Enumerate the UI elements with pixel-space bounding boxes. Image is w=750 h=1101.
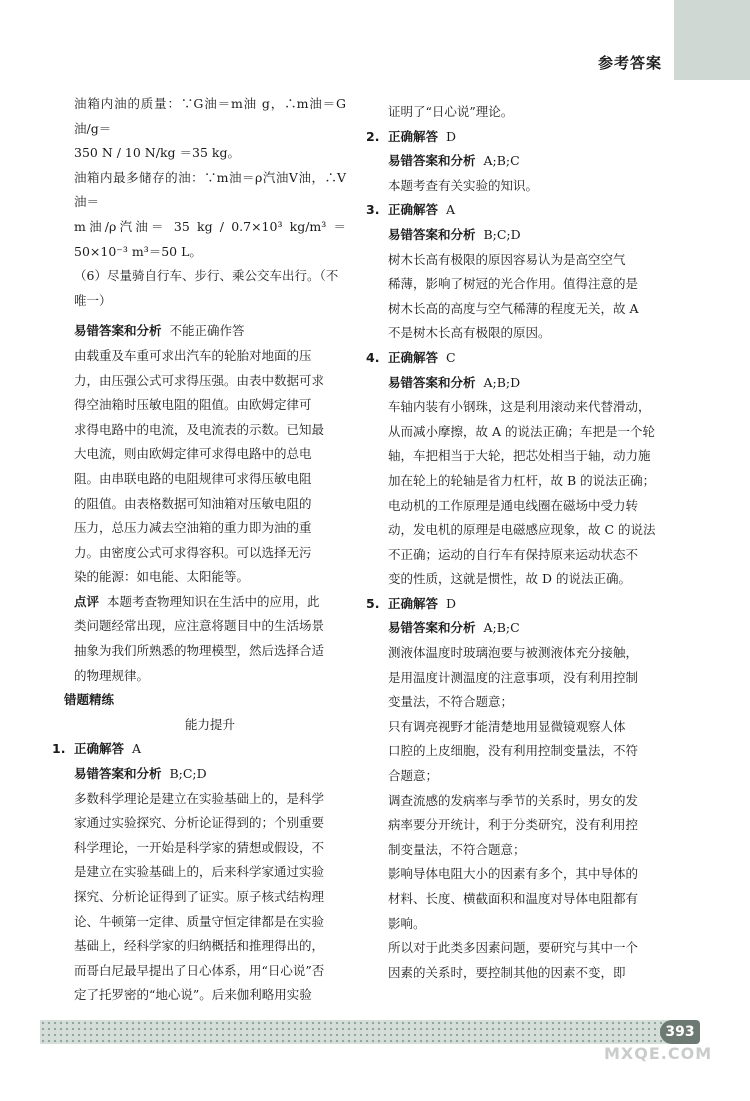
text-line: 变量法，不符合题意； <box>388 694 514 710</box>
question-header <box>52 737 346 762</box>
wrong-label: 易错答案和分析 <box>388 226 476 242</box>
wrong-answer <box>388 223 660 248</box>
text-line: 从而减小摩擦，故 A 的说法正确；车把是一个轮 <box>388 423 655 439</box>
text-line: 得空油箱时压敏电阻的阻值。由欧姆定律可 <box>74 397 312 413</box>
text-line: 家通过实验探究、分析论证得到的；个别重要 <box>74 815 325 831</box>
text-line: 轴，车把相当于大轮，把芯处相当于轴，动力施 <box>388 448 651 464</box>
text-line: 动，发电机的原理是电磁感应现象，故 C 的说法 <box>388 522 656 538</box>
text-line: 调查流感的发病率与季节的关系时，男女的发 <box>388 792 639 808</box>
text-line: 唯一） <box>74 292 112 308</box>
text-line: 影响导体电阻大小的因素有多个，其中导体的 <box>388 866 639 882</box>
text-line: 多数科学理论是建立在实验基础上的，是科学 <box>74 790 325 806</box>
text-line: m油/ρ汽油＝ 35 kg / 0.7×10³ kg/m³ ＝50×10⁻³ m³＝50 L。 <box>74 218 346 259</box>
correct-label: 正确解答 <box>388 128 439 144</box>
wrong-value: B;C;D <box>483 226 521 242</box>
text-line: 材料、长度、横截面积和温度对导体电阻都有 <box>388 891 639 906</box>
text-line: 只有调亮视野才能清楚地用显微镜观察人体 <box>388 718 626 734</box>
wrong-answer <box>388 371 660 396</box>
text-line: 压力，总压力减去空油箱的重力即为油的重 <box>74 520 312 536</box>
text-line: 是建立在实验基础上的，后来科学家通过实验 <box>74 864 325 880</box>
review-line: 本题考查物理知识在生活中的应用，此 <box>106 593 320 609</box>
question-number: 4. <box>366 349 380 365</box>
text-line: 350 N / 10 N/kg ＝35 kg。 <box>74 145 240 161</box>
text-line: 稀薄，影响了树冠的光合作用。值得注意的是 <box>388 276 639 292</box>
text-line: 力，由压强公式可求得压强。由表中数据可求 <box>74 372 325 388</box>
text-line: 类问题经常出现，应注意将题目中的生活场景 <box>74 618 325 634</box>
text-line: 是用温度计测温度的注意事项，没有利用控制 <box>388 669 639 685</box>
answer-analysis <box>74 319 346 344</box>
review <box>74 590 346 615</box>
text-line: 力。由密度公式可求得容积。可以选择无污 <box>74 544 312 560</box>
question-header <box>366 198 660 223</box>
text-line: 测液体温度时玻璃泡要与被测液体充分接触， <box>388 645 639 661</box>
question-header <box>366 592 660 617</box>
text-line: 因素的关系时，要控制其他的因素不变，即 <box>388 964 626 980</box>
text-line: 本题考查有关实验的知识。 <box>388 177 539 193</box>
answer-label: 易错答案和分析 <box>74 323 162 339</box>
correct-label: 正确解答 <box>74 741 125 757</box>
text-line: 油箱内油的质量：∵G油＝m油 g，∴m油＝G油/g＝ <box>74 96 346 136</box>
review-label: 点评 <box>74 593 100 609</box>
correct-label: 正确解答 <box>388 595 439 611</box>
page-number: 393 <box>660 1020 700 1044</box>
wrong-answer <box>74 762 346 787</box>
text-line: 的阻值。由表格数据可知油箱对压敏电阻的 <box>74 495 312 511</box>
text-line: 不正确；运动的自行车有保持原来运动状态不 <box>388 546 639 562</box>
question-header <box>366 346 660 371</box>
text-line: 病率要分开统计，利于分类研究，没有利用控 <box>388 817 639 833</box>
text-line: 阻。由串联电路的电阻规律可求得压敏电阻 <box>74 470 312 486</box>
text-line: 所以对于此类多因素问题，要研究与其中一个 <box>388 940 639 956</box>
question-number: 5. <box>366 595 380 611</box>
section-header: 参考答案 <box>598 54 663 72</box>
text-line: 大电流，则由欧姆定律可求得电路中的总电 <box>74 446 312 462</box>
left-column <box>52 92 346 1008</box>
wrong-label: 易错答案和分析 <box>388 374 476 390</box>
text-line: 制变量法，不符合题意； <box>388 841 526 857</box>
text-line: 的物理规律。 <box>74 667 150 683</box>
text-line: 论、牛顿第一定律、质量守恒定律都是在实验 <box>74 913 325 929</box>
correct-value: A <box>445 202 455 218</box>
wrong-value: B;C;D <box>169 766 207 782</box>
text-line: 加在轮上的轮轴是省力杠杆，故 B 的说法正确； <box>388 472 656 488</box>
text-line: 电动机的工作原理是通电线圈在磁场中受力转 <box>388 497 639 513</box>
text-line: 而哥白尼最早提出了日心体系，用“日心说”否 <box>74 962 325 978</box>
watermark-logo: MXQE.COM <box>604 1044 713 1063</box>
text-line: 树木长高有极限的原因容易认为是高空空气 <box>388 251 626 267</box>
question-header <box>366 125 660 150</box>
wrong-answer <box>388 149 660 174</box>
text-line: 科学理论，一开始是科学家的猜想或假设，不 <box>74 839 325 855</box>
footer-band <box>40 1020 670 1044</box>
question-number: 3. <box>366 202 380 218</box>
text-line: 影响。 <box>388 915 426 931</box>
correct-value: C <box>445 349 456 365</box>
wrong-answer <box>388 616 660 641</box>
correct-value: D <box>445 595 456 611</box>
wrong-label: 易错答案和分析 <box>388 153 476 169</box>
answer-value: 不能正确作答 <box>169 323 245 339</box>
correct-value: D <box>445 128 456 144</box>
text-line: 定了托罗密的“地心说”。后来伽利略用实验 <box>74 987 312 1003</box>
text-line: 不是树木长高有极限的原因。 <box>388 325 551 341</box>
subsection-title: 能力提升 <box>184 716 235 732</box>
right-column <box>366 100 660 985</box>
text-line: 证明了“日心说”理论。 <box>388 104 514 119</box>
wrong-value: A;B;D <box>483 374 521 390</box>
wrong-value: A;B;C <box>483 620 520 636</box>
text-line: 探究、分析论证得到了证实。原子核式结构理 <box>74 889 325 904</box>
correct-value: A <box>131 741 141 757</box>
question-number: 2. <box>366 128 380 144</box>
correct-label: 正确解答 <box>388 349 439 365</box>
question-number: 1. <box>52 741 66 757</box>
wrong-label: 易错答案和分析 <box>74 766 162 782</box>
text-line: 求得电路中的电流，及电流表的示数。已知最 <box>74 421 325 437</box>
text-line: 树木长高的高度与空气稀薄的程度无关，故 A <box>388 300 639 316</box>
text-line: 车轴内装有小钢珠，这是利用滚动来代替滑动， <box>388 399 651 415</box>
text-line: 抽象为我们所熟悉的物理模型，然后选择合适 <box>74 643 325 659</box>
wrong-label: 易错答案和分析 <box>388 620 476 636</box>
text-line: 变的性质，这就是惯性，故 D 的说法正确。 <box>388 571 631 587</box>
text-line: 口腔的上皮细胞，没有利用控制变量法，不符 <box>388 743 639 759</box>
corner-tab <box>674 0 750 80</box>
section-title: 错题精练 <box>64 692 115 708</box>
text-line: （6）尽量骑自行车、步行、乘公交车出行。（不 <box>74 268 339 284</box>
text-line: 染的能源：如电能、太阳能等。 <box>74 569 250 585</box>
text-line: 合题意； <box>388 768 439 784</box>
text-line: 由载重及车重可求出汽车的轮胎对地面的压 <box>74 347 312 363</box>
correct-label: 正确解答 <box>388 202 439 218</box>
text-line: 油箱内最多储存的油：∵m油＝ρ汽油V油，∴V油＝ <box>74 169 346 210</box>
text-line: 基础上，经科学家的归纳概括和推理得出的， <box>74 938 325 954</box>
wrong-value: A;B;C <box>483 153 520 169</box>
